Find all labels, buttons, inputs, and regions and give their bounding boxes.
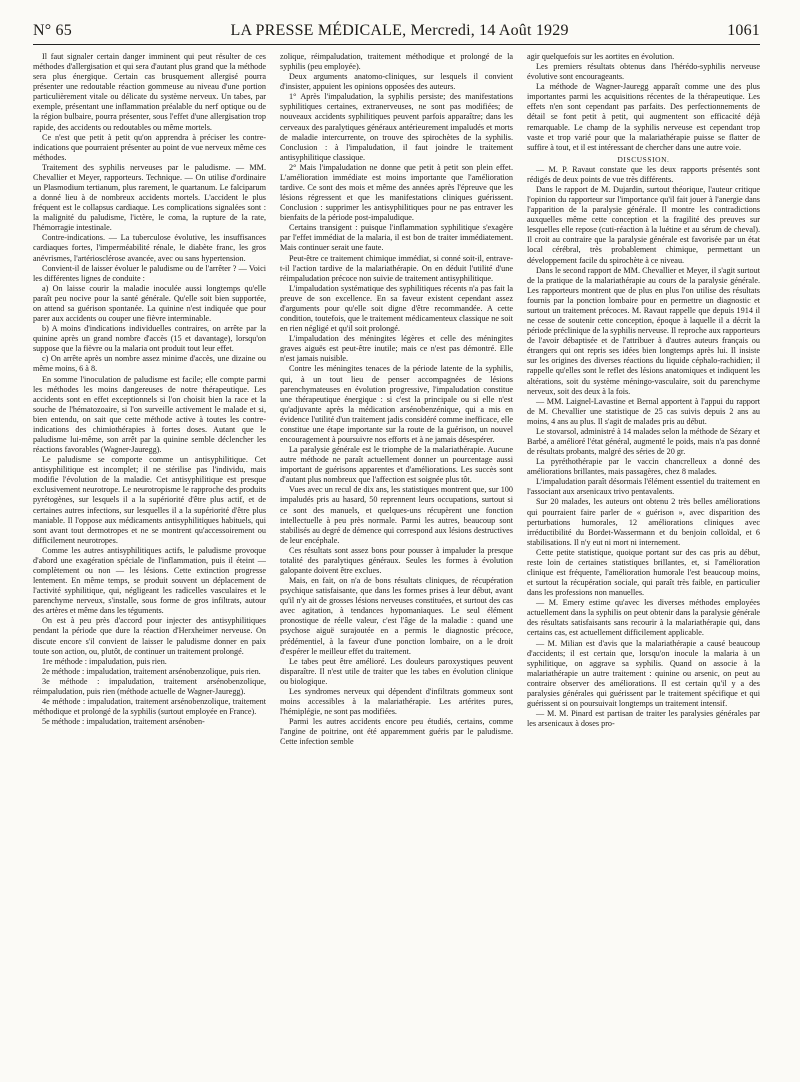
paragraph: Certains transigent : puisque l'inflammation syphilitique s'exagère par l'effet immédiat de la malaria, il est bon de traiter immédiatement. Mais continuer serait une faute. (280, 223, 513, 253)
paragraph: Vues avec un recul de dix ans, les statistiques montrent que, sur 100 impaludés pris au hasard, 50 reprennent leurs occupations, surtout si ce sont des manuels, et quelques-uns récupèrent une fonction intellectuelle à peu près normale. Parmi les autres, beaucoup sont stabilisés au degré de démence qui correspond aux lésions destructives de leur encéphale. (280, 485, 513, 545)
paragraph: L'impaludation des méningites légères et celle des méningites graves aiguës est peut-être inutile; mais ce n'est pas démontré. Elle n'est jamais nuisible. (280, 334, 513, 364)
paragraph: Ces résultats sont assez bons pour pousser à impaluder la presque totalité des paralytiques généraux. Seules les formes à évolution galopante doivent être exclues. (280, 545, 513, 575)
paragraph: Le tabes peut être amélioré. Les douleurs paroxystiques peuvent disparaître. Il n'est utile de traiter que les tabes en évolution clinique ou biologique. (280, 656, 513, 686)
column-left (33, 52, 266, 1078)
paragraph: On est à peu près d'accord pour injecter des antisyphilitiques pendant la période que dure la réaction d'Herxheimer nerveuse. On discute encore s'il convient de laisser le paludisme donner en paix toute son action, ou, plutôt, de continuer un traitement prolongé. (33, 616, 266, 656)
journal-title: LA PRESSE MÉDICALE, Mercredi, 14 Août 1929 (230, 22, 569, 39)
paragraph: Peut-être ce traitement chimique immédiat, si conné soit-il, entrave-t-il l'action tardive de la malariathérapie. On en déduit l'utilité d'une réimpaludation précoce non suivie de traitement antisyphilitique. (280, 253, 513, 283)
header-rule (33, 44, 760, 45)
paragraph: L'impaludation systématique des syphilitiques récents n'a pas fait la preuve de son excellence. En sa faveur existent cependant assez d'arguments pour qu'elle soit digne d'être recommandée. A cette condition, toutefois, que le traitement médicamenteux classique ne soit en rien négligé et qu'il soit prolongé. (280, 283, 513, 334)
paragraph: 4e méthode : impaludation, traitement arsénobenzolique, traitement méthodique et prolongé de la syphilis (surtout employée en France). (33, 697, 266, 717)
paragraph: La paralysie générale est le triomphe de la malariathérapie. Aucune autre méthode ne paraît actuellement donner un pourcentage aussi important de guérisons apparentes et d'améliorations. Les succès sont d'autant plus nombreux que l'affection est soignée plus tôt. (280, 445, 513, 485)
paragraph: b) A moins d'indications individuelles contraires, on arrête par la quinine après un grand nombre d'accès (15 et davantage), lorsqu'on suppose que la fièvre ou la malaria ont produit tout leur effet. (33, 324, 266, 354)
paragraph: — M. Emery estime qu'avec les diverses méthodes employées actuellement dans la syphilis on peut obtenir dans la paralysie générale des résultats satisfaisants sans recourir à la malariathérapie qui, dans certains cas, est actuellement difficilement applicable. (527, 598, 760, 638)
article-columns (33, 52, 760, 1078)
paragraph: Dans le second rapport de MM. Chevallier et Meyer, il s'agit surtout de la pratique de la malariathérapie au cours de la paralysie générale. Les rapporteurs montrent que de plus en plus l'on utilise des résultats fournis par la ponction lombaire pour en permettre un diagnostic et surtout un traitement précoces. M. Ravaut rappelle que depuis 1914 il ne cesse de soutenir cette conception, époque à laquelle il a décrit la période préclinique de la syphilis nerveuse. Il reproche aux rapporteurs de l'avoir débaptisée et de l'attribuer à d'autres auteurs français ou étrangers qui ont repris ses idées bien longtemps après lui. Il insiste sur les origines des diverses réactions du liquide céphalo-rachidien; il rappelle qu'elles sont le reflet des lésions anatomiques et indiquent les altérations, soit du système méningo-vasculaire, soit du parenchyme nerveux, soit des deux à la fois. (527, 265, 760, 396)
issue-number: N° 65 (33, 22, 72, 39)
paragraph: Convient-il de laisser évoluer le paludisme ou de l'arrêter ? — Voici les différentes lignes de conduite : (33, 263, 266, 283)
paragraph: Mais, en fait, on n'a de bons résultats cliniques, de récupération psychique satisfaisante, que dans les formes prises à leur début, avant qu'il n'y ait de grosses lésions nerveuses constituées, et surtout des cas avec agitation, à tendances hypomaniaques. Le seul élément pronostique de réelle valeur, c'est l'âge de la maladie : quand une psychose aiguë surajoutée en a permis le diagnostic précoce, prédémentiel, à la faveur d'une ponction lombaire, on a le droit d'espérer le meilleur effet du traitement. (280, 576, 513, 656)
paragraph: a) On laisse courir la maladie inoculée aussi longtemps qu'elle paraît peu nocive pour la santé générale. Qu'elle soit bien supportée, on attend sa guérison spontanée. La quinine n'est indiquée que pour parer aux accidents ou couper une fièvre interminable. (33, 283, 266, 324)
paragraph: — MM. Laignel-Lavastine et Bernal apportent à l'appui du rapport de M. Chevallier une statistique de 25 cas suivis depuis 2 ans au moins, 4 ans au plus. Il s'agit de malades pris au début. (527, 396, 760, 426)
section-heading: DISCUSSION. (617, 154, 670, 164)
paragraph: Le paludisme se comporte comme un antisyphilitique. Cet antisyphilitique est incomplet; il ne stérilise pas l'individu, mais modifie l'évolution de la maladie. Cet antisyphilitique est presque exclusivement neurotrope. Le neurotropisme le rapproche des produits pyrétogènes, sur lesquels il a la supériorité d'être plus actif, et de certaines autres infections, sur lesquelles il a la supériorité d'être plus maniable. Il l'oppose aux médicaments antisyphilitiques habituels, qui sont avant tout dermotropes et ne se montrent qu'accessoirement ou difficilement neurotropes. (33, 455, 266, 545)
paragraph: — M. Milian est d'avis que la malariathérapie a causé beaucoup d'accidents; il est certain que, lorsqu'on inocule la malaria à un syphilitique, on aggrave sa syphilis. Quand on associe à la malariathérapie un autre traitement : quinine ou arsenic, on peut au contraire observer des améliorations. Il est certain qu'il y a des paralysies générales qui guérissent par le traitement spécifique et qui guérissent si on poursuivait longtemps un traitement intensif. (527, 638, 760, 708)
paragraph: — M. M. Pinard est partisan de traiter les paralysies générales par les arsenicaux à doses pro- (527, 709, 760, 729)
column-right (527, 52, 760, 1078)
paragraph: La méthode de Wagner-Jauregg apparaît comme une des plus importantes parmi les acquisitions récentes de la thérapeutique. Les effets n'en sont cependant pas parfaits. Des perfectionnements de détail se font petit à petit, qui augmentent son efficacité déjà remarquable. Le champ de la syphilis nerveuse est cependant trop vaste et trop varié pour que la malariathérapie puisse se flatter de suffire à tout, et il est intéressant de chercher dans une autre voie. (527, 82, 760, 152)
paragraph: 2° Mais l'impaludation ne donne que petit à petit son plein effet. L'amélioration immédiate est moins importante que l'amélioration tardive. Ce sont des mois et même des années après l'épreuve que les lésions régressent et que les manifestations cliniques guérissent. Conclusion : supprimer les antisyphilitiques pour ne pas entraver les bienfaits de la période post-impaludique. (280, 162, 513, 223)
paragraph: 2e méthode : impaludation, traitement arsénobenzolique, puis rien. (42, 666, 261, 676)
paragraph: Deux arguments anatomo-cliniques, sur lesquels il convient d'insister, appuient les opinions opposées des auteurs. (280, 72, 513, 92)
paragraph: 3e méthode : impaludation, traitement arsénobenzolique, réimpaludation, puis rien (méthode actuelle de Wagner-Jauregg). (33, 676, 266, 696)
paragraph: La pyréthothérapie par le vaccin chancrelleux a donné des améliorations brillantes, mais passagères, chez 8 malades. (527, 457, 760, 477)
paragraph: Contre les méningites tenaces de la période latente de la syphilis, qui, à un tout lieu de penser accompagnées de lésions parenchymateuses en évolution progressive, l'impaludation constitue une thérapeutique énergique : si c'est la principale ou si elle n'est qu'adjuvante après la médication arsénobenzénique, qui a mis en évidence l'utilité d'un traitement jadis considéré comme inefficace, elle constitue une étape importante sur la route de la guérison, un nouvel encouragement à poursuivre nos efforts et à ne jamais désespérer. (280, 364, 513, 444)
paragraph: Le stovarsol, administré à 14 malades selon la méthode de Sézary et Barbé, a amélioré l'état général, augmenté le poids, mais n'a pas donné de résultats probants, malgré des séries de 20 gr. (527, 426, 760, 457)
paragraph: Dans le rapport de M. Dujardin, surtout théorique, l'auteur critique l'opinion du rapporteur sur l'importance qu'il fait jouer à l'anergie dans l'apparition de la paralysie générale. Il montre les contradictions auxquelles même cette conception et la fragilité des preuves sur lesquelles elle repose (cuti-réaction à la luétine et au sérum de cheval). Il croit au contraire que la paralysie générale est favorisée par un état local cérébral, très probablement chimique, permettant un développement facile du spirochète à ce niveau. (527, 185, 760, 265)
paragraph: Comme les autres antisyphilitiques actifs, le paludisme provoque d'abord une exagération spéciale de l'inflammation, puis il éteint — complètement ou non — les lésions. Cette extinction progresse lentement. En même temps, se produit souvent un déplacement de l'activité syphilitique, qui, négligeant les radicelles vasculaires et le parenchyme nerveux, s'installe, sous forme de gros infiltrats, autour des artères et même dans les téguments. (33, 545, 266, 616)
paragraph: Contre-indications. — La tuberculose évolutive, les insuffisances cardiaques fortes, l'imperméabilité rénale, le diabète franc, les gros anévrismes, l'artériosclérose avancée, avec ou sans hypertension. (33, 233, 266, 263)
paragraph: 1° Après l'impaludation, la syphilis persiste; des manifestations syphilitiques certaines, extranerveuses, ne sont pas modifiées; de nouveaux accidents syphilitiques peuvent parfois apparaître; dans les cerveaux des paralytiques généraux antérieurement impaludés et morts de maladie intercurrente, on trouve des spirochètes de la syphilis. Conclusion : à l'impaludation, il faut joindre le traitement antisyphilitique classique. (280, 92, 513, 162)
paragraph: agir quelquefois sur les aortites en évolution. (527, 52, 675, 61)
paragraph: 1re méthode : impaludation, puis rien. (42, 656, 167, 666)
paragraph: L'impaludation paraît désormais l'élément essentiel du traitement en l'associant aux arsenicaux trivo pentavalents. (527, 477, 760, 497)
column-middle (280, 52, 513, 1078)
paragraph: Les premiers résultats obtenus dans l'hérédo-syphilis nerveuse évolutive sont encourageants. (527, 62, 760, 82)
paragraph: c) On arrête après un nombre assez minime d'accès, une dizaine ou même moins, 6 à 8. (33, 354, 266, 374)
page-number: 1061 (727, 22, 760, 39)
paragraph: Cette petite statistique, quoique portant sur des cas pris au début, reste loin de certaines statistiques brillantes, et, si l'amélioration clinique est fréquente, l'amélioration humorale l'est beaucoup moins, et surtout la récupération sociale, qui paraît très faible, en particulier dans les professions non manuelles. (527, 547, 760, 598)
paragraph: Sur 20 malades, les auteurs ont obtenu 2 très belles améliorations qui pourraient faire parler de « guérison », avec disparition des perturbations humorales, 12 améliorations cliniques avec irréductibilité du Bordet-Wassermann et du benjoin colloïdal, et 6 stabilisations. Il n'y eut ni mort ni internement. (527, 497, 760, 547)
paragraph: Il faut signaler certain danger imminent qui peut résulter de ces méthodes d'allergisation et qui sera d'autant plus grand que la méthode sera plus énergique. Certain cas brusquement allergisé pourra présenter une redoutable réaction gommeuse au niveau d'une portion particulièrement vitale ou délicate du système nerveux. Un tabes, par exemple, présentant une inflammation préalable du nerf optique ou de la région bulbaire, pourra présenter, sous l'effet d'une allergisation trop rapide, des accidents ou redoutables ou même mortels. (33, 52, 266, 132)
paragraph: En somme l'inoculation de paludisme est facile; elle compte parmi les méthodes les moins dangereuses de notre thérapeutique. Les accidents sont en effet exceptionnels si l'on choisit bien la race et la souche de l'hématozoaire, si l'on surveille activement le malade et si, bien entendu, on sait que cette méthode active à toutes les contre-indications des chimiothérapies à fortes doses. Autant que le paludisme lui-même, son arrêt par la quinine semble déclencher les réactions favorables (Wagner-Jauregg). (33, 374, 266, 455)
paragraph: zolique, réimpaludation, traitement méthodique et prolongé de la syphilis (peu employée). (280, 52, 513, 72)
paragraph: Les syndromes nerveux qui dépendent d'infiltrats gommeux sont moins accessibles à la malariathérapie. Les artérites pures, l'hémiplégie, ne sont pas modifiées. (280, 686, 513, 717)
paragraph: 5e méthode : impaludation, traitement arsénoben- (42, 717, 205, 727)
paragraph: Traitement des syphilis nerveuses par le paludisme. — MM. Chevallier et Meyer, rapporteurs. Technique. — On utilise d'ordinaire un Plasmodium tertianum, plus rarement, le quartanum. Le falciparum a donné lieu à de nombreux accidents mortels. L'accident le plus fréquent est le collapsus cardiaque. Les complications signalées sont : la malignité du paludisme, l'ictère, le coma, la rupture de la rate, l'hémorragie intestinale. (33, 162, 266, 233)
paragraph: Parmi les autres accidents encore peu étudiés, certains, comme l'angine de poitrine, ont été apparemment guéris par le paludisme. Cette infection semble (280, 717, 513, 747)
paragraph: Ce n'est que petit à petit qu'on apprendra à préciser les contre-indications que pourraient présenter au point de vue nerveux même ces méthodes. (33, 132, 266, 162)
page-header (33, 22, 760, 46)
paragraph: — M. P. Ravaut constate que les deux rapports présentés sont rédigés de deux points de vue très différents. (527, 164, 760, 184)
